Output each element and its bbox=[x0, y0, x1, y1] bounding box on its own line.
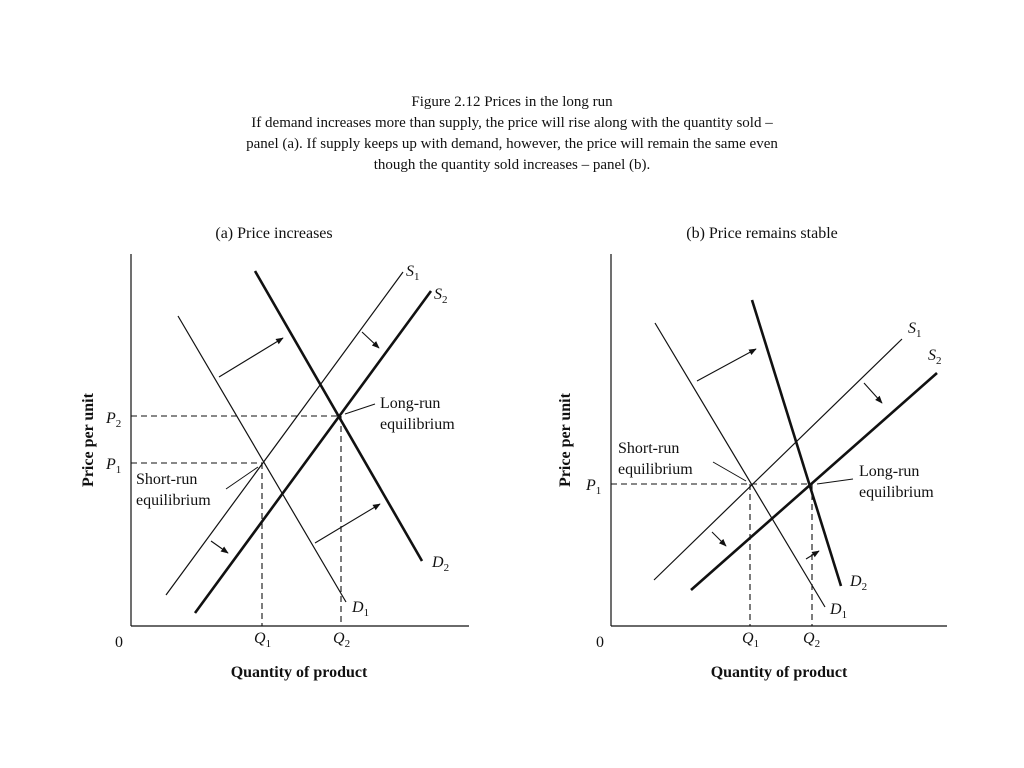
panel-a-origin: 0 bbox=[115, 634, 123, 651]
panel-b-long-run-leader bbox=[817, 479, 853, 484]
panel-a-short-run-line-2: equilibrium bbox=[136, 492, 211, 509]
panel-a-s1-label: $S_1$ bbox=[406, 263, 420, 283]
panel-b-supply-shift-arrow-upper bbox=[864, 383, 882, 403]
panel-b-long-run-line-2: equilibrium bbox=[859, 484, 934, 501]
panel-a-supply-shift-arrow-upper bbox=[362, 332, 379, 348]
panel-b-title: (b) Price remains stable bbox=[686, 225, 838, 242]
panel-a-q2-label: $Q_2$ bbox=[333, 630, 351, 650]
panel-a-y-axis-label: Price per unit bbox=[80, 393, 97, 487]
panel-a-p1-label: $P_1$ bbox=[106, 456, 122, 476]
panel-b-demand-shift-arrow bbox=[697, 349, 756, 381]
panel-a-long-run-line-2: equilibrium bbox=[380, 416, 455, 433]
panel-b-s2-label: $S_2$ bbox=[928, 347, 942, 367]
panel-a bbox=[80, 225, 469, 681]
panel-a-short-run-leader bbox=[226, 467, 258, 489]
panel-a-d1-line bbox=[178, 316, 346, 602]
panel-a-short-run-line-1: Short-run bbox=[136, 471, 198, 488]
panel-b bbox=[557, 225, 947, 681]
panel-a-long-run-leader bbox=[345, 404, 375, 414]
caption-line-1: If demand increases more than supply, the price will rise along with the quantity sold – bbox=[251, 115, 773, 131]
panel-a-supply-shift-arrow-lower bbox=[211, 541, 228, 553]
panel-b-y-axis-label: Price per unit bbox=[557, 393, 574, 487]
panel-a-x-axis-label: Quantity of product bbox=[230, 664, 368, 681]
panel-b-long-run-line-1: Long-run bbox=[859, 463, 920, 480]
panel-b-s1-line bbox=[654, 339, 902, 580]
panel-b-p1-label: $P_1$ bbox=[586, 477, 602, 497]
panel-b-short-run-leader bbox=[713, 462, 746, 481]
panel-b-q1-label: $Q_1$ bbox=[742, 630, 760, 650]
panel-b-d2-line bbox=[752, 300, 841, 586]
panel-b-origin: 0 bbox=[596, 634, 604, 651]
panel-a-s2-line bbox=[195, 291, 431, 613]
panel-b-q2-label: $Q_2$ bbox=[803, 630, 821, 650]
panel-b-x-axis-label: Quantity of product bbox=[710, 664, 848, 681]
panel-a-d1-label: $D_1$ bbox=[352, 599, 370, 619]
panel-b-short-run-line-2: equilibrium bbox=[618, 461, 693, 478]
panel-a-d2-label: $D_2$ bbox=[432, 554, 450, 574]
panel-a-q1-label: $Q_1$ bbox=[254, 630, 272, 650]
caption-line-2: panel (a). If supply keeps up with demand, however, the price will remain the same even bbox=[246, 136, 778, 152]
panel-a-demand-shift-arrow-lower bbox=[315, 504, 380, 543]
panel-a-p2-label: $P_2$ bbox=[106, 410, 122, 430]
panel-b-short-run-line-1: Short-run bbox=[618, 440, 680, 457]
caption-line-3: though the quantity sold increases – panel (b). bbox=[373, 157, 651, 173]
panel-b-s1-label: $S_1$ bbox=[908, 320, 922, 340]
panel-a-long-run-line-1: Long-run bbox=[380, 395, 441, 412]
panel-b-s2-line bbox=[691, 373, 937, 590]
panel-a-s2-label: $S_2$ bbox=[434, 286, 448, 306]
panel-b-d2-label: $D_2$ bbox=[850, 573, 868, 593]
caption-title: Figure 2.12 Prices in the long run bbox=[411, 94, 613, 110]
panel-b-d1-label: $D_1$ bbox=[830, 601, 848, 621]
panel-a-demand-shift-arrow bbox=[219, 338, 283, 377]
panel-b-supply-shift-arrow-lower bbox=[712, 532, 726, 546]
panel-a-title: (a) Price increases bbox=[215, 225, 333, 242]
